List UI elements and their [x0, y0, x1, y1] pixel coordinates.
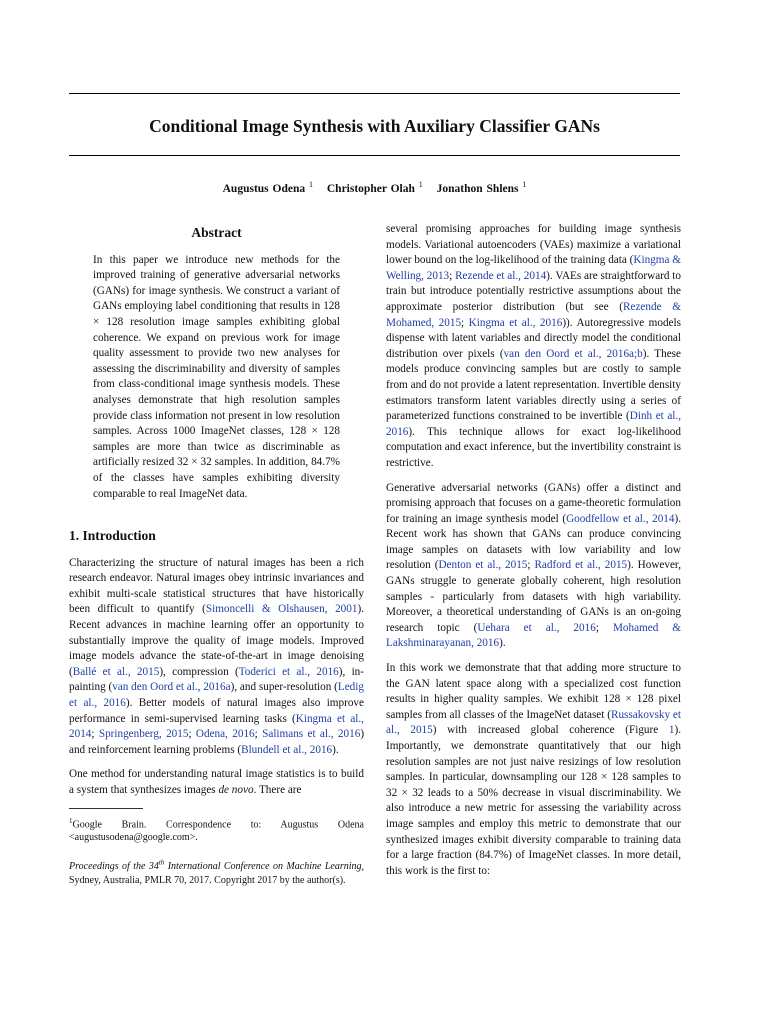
citation-link[interactable]: Ledig et al., 2016 [69, 681, 364, 710]
author-affiliation-mark: 1 [418, 180, 423, 189]
text-run: ), compression ( [159, 665, 239, 678]
citation-link[interactable]: Radford et al., 2015 [534, 559, 628, 572]
author-affiliation-mark: 1 [309, 180, 313, 189]
proceedings-ordinal: th [158, 858, 165, 867]
citation-link[interactable]: Ballé et al., 2015 [72, 665, 160, 678]
text-run: ; [527, 559, 535, 572]
text-run: Generative adversarial networks (GANs) offer a distinct and promising approach that focuses on a game-theoretic formulation for training an image synthesis model ( [386, 481, 681, 525]
text-run: Characterizing the structure of natural images has been a rich research endeavor. Natural images obey intrinsic invariances and exhibit multi-scale statistical structures that have historically been difficult to quantify ( [69, 556, 364, 616]
text-run: ; [595, 621, 613, 634]
citation-link[interactable]: Mohamed & Lakshminarayanan, 2016 [386, 621, 682, 650]
abstract-body [69, 253, 364, 503]
author-name: Jonathon Shlens [436, 182, 519, 195]
text-run: ; [188, 728, 196, 741]
citation-link[interactable]: Toderici et al., 2016 [238, 665, 339, 678]
citation-link[interactable]: van den Oord et al., 2016a;b [503, 347, 643, 360]
right-column [386, 222, 681, 888]
text-run: In this work we demonstrate that that adding more structure to the GAN latent space along with a specialized cost function results in higher quality samples. We exhibit 128 × 128 pixel samples from all classes of the ImageNet dataset ( [386, 662, 681, 721]
title-rule-top [69, 93, 680, 94]
author-affiliation-mark: 1 [522, 180, 527, 189]
author-name: Christopher Olah [326, 182, 415, 195]
footnote-divider [69, 808, 143, 809]
text-run: ). These models produce convincing samples but are costly to sample from and do not provide a latent representation. Invertible density estimators transform latent variables directly using a series of parameterized functions constrained to be invertible ( [386, 347, 681, 423]
footnote-mark: 1 [69, 816, 73, 825]
abstract-heading: Abstract [191, 225, 242, 240]
citation-link[interactable]: Springenberg, 2015 [98, 728, 189, 741]
proceedings-note [69, 857, 364, 887]
text-run: In this paper we introduce new methods for the improved training of generative adversarial networks (GANs) for image synthesis. We construct a variant of GANs employing label conditioning that results in 128 × 128 resolution image samples exhibiting global coherence. We expand on previous work for image quality assessment to provide two new analyses for assessing the discriminability and diversity of samples from class-conditional image synthesis models. These analyses demonstrate that high resolution samples provide class information not present in low resolution samples. Across 1000 ImageNet classes, 128 × 128 samples are more than twice as discriminable as artificially resized 32 × 32 samples. In addition, 84.7% of the classes have samples exhibiting diversity comparable to real ImageNet data. [93, 253, 340, 500]
citation-link[interactable]: Kingma & Welling, 2013 [386, 254, 682, 282]
text-run: . There are [253, 784, 302, 796]
title-rule-bottom [69, 155, 680, 156]
citation-link[interactable]: Blundell et al., 2016 [241, 743, 333, 756]
proceedings-conference: International Conference on Machine Learning [164, 861, 362, 873]
citation-link[interactable]: van den Oord et al., 2016a [112, 681, 231, 694]
text-run: ; [91, 728, 99, 741]
author-name: Augustus Odena [222, 182, 306, 195]
citation-link[interactable]: Simoncelli & Olshausen, 2001 [205, 603, 358, 616]
paragraph [386, 222, 681, 472]
paragraph [69, 767, 364, 798]
author [222, 180, 313, 195]
paper-title: Conditional Image Synthesis with Auxiliary Classifier GANs [149, 116, 600, 136]
text-run: ). Better models of natural images also improve performance in semi-supervised learning tasks ( [69, 697, 364, 725]
paragraph [386, 661, 681, 879]
citation-link[interactable]: Russakovsky et al., 2015 [386, 708, 682, 737]
author [326, 180, 423, 195]
citation-link[interactable]: 1 [668, 724, 675, 737]
text-run: ). [499, 637, 506, 650]
paragraph [69, 556, 364, 759]
citation-link[interactable]: Denton et al., 2015 [438, 559, 528, 572]
proceedings-details: , Sydney, Australia, PMLR 70, 2017. Copyright 2017 by the author(s). [69, 861, 364, 886]
text-run: ). This technique allows for exact log-likelihood computation and exact inference, but the invertibility constraint is restrictive. [386, 425, 681, 469]
paragraph [386, 481, 681, 653]
introduction-body-continued [386, 222, 681, 879]
footnote-text: Google Brain. Correspondence to: Augustus Odena <augustusodena@google.com>. [69, 818, 364, 844]
proceedings-venue: Proceedings of the 34 [69, 861, 159, 873]
citation-link[interactable]: Odena, 2016 [195, 728, 255, 741]
emphasized-text: de novo [218, 784, 254, 796]
text-run: ). Recent work has shown that GANs can produce convincing image samples on datasets with low variability and low resolution ( [386, 512, 682, 572]
text-run: One method for understanding natural image statistics is to build a system that synthesizes images [69, 768, 364, 796]
citation-link[interactable]: Kingma et al., 2016 [468, 316, 563, 329]
text-run: ). [332, 743, 339, 756]
citation-link[interactable]: Kingma et al., 2014 [69, 712, 364, 741]
introduction-heading: 1. Introduction [69, 528, 156, 544]
text-run: ; [254, 728, 263, 741]
citation-link[interactable]: Rezende et al., 2014 [455, 269, 547, 282]
text-run: ). VAEs are straightforward to train but introduce potentially restrictive assumptions about the approximate posterior distribution (but see ( [386, 269, 682, 313]
text-run: ). Recent advances in machine learning offer an opportunity to substantially improve the quality of image models. Improved image models advance the state-of-the-art in image denoising ( [69, 603, 364, 678]
text-run: )). Autoregressive models dispense with latent variables and directly model the conditional distribution over pixels ( [386, 316, 681, 360]
citation-link[interactable]: Salimans et al., 2016 [262, 728, 361, 741]
text-run: ; [449, 269, 456, 282]
text-run: ), in-painting ( [69, 665, 364, 694]
affiliation-footnote [69, 815, 364, 845]
citation-link[interactable]: Goodfellow et al., 2014 [566, 512, 675, 525]
text-run: ). However, GANs struggle to generate globally coherent, high resolution samples - particularly from datasets with high variability. Moreover, a theoretical understanding of GANs is an on-going research topic ( [386, 559, 681, 634]
text-run: ) and reinforcement learning problems ( [69, 728, 365, 756]
text-run: ). Importantly, we demonstrate quantitatively that our high resolution samples are not just naive resizings of low resolution samples. In particular, downsampling our 128 × 128 samples to 32 × 32 leads to a 50% decrease in visual discriminability. We also introduce a new metric for assessing the variability across image samples and employ this metric to demonstrate that our synthesized images exhibit diversity comparable to training data for a large fraction (84.7%) of ImageNet classes. In more detail, this work is the first to: [386, 724, 682, 877]
citation-link[interactable]: Rezende & Mohamed, 2015 [386, 300, 681, 329]
text-run: ), and super-resolution ( [230, 681, 338, 694]
text-run: ) with increased global coherence (Figure [432, 724, 669, 737]
citation-link[interactable]: Dinh et al., 2016 [386, 410, 681, 438]
author [436, 180, 527, 195]
introduction-body [69, 556, 364, 799]
author-list [69, 180, 680, 195]
citation-link[interactable]: Uehara et al., 2016 [477, 621, 596, 634]
text-run: ; [461, 316, 469, 329]
text-run: several promising approaches for building image synthesis models. Variational autoencoders (VAEs) maximize a variational lower bound on the log-likelihood of the training data ( [386, 223, 681, 267]
left-column [69, 222, 364, 887]
